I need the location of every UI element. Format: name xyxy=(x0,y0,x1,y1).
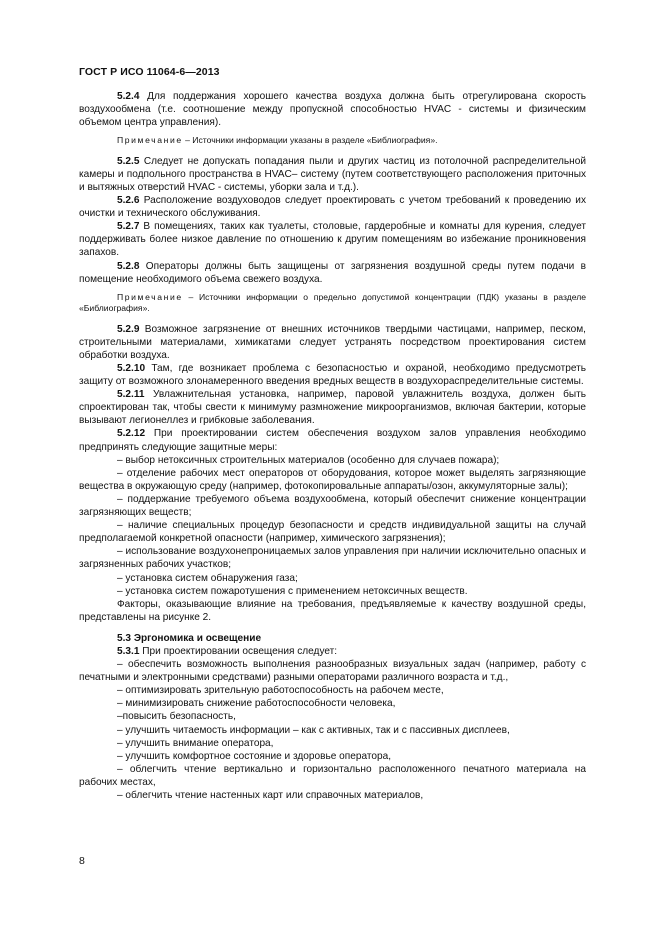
document-header: ГОСТ Р ИСО 11064-6—2013 xyxy=(79,66,220,78)
list-item: – выбор нетоксичных строительных материалов (особенно для случаев пожара); xyxy=(117,454,500,466)
list-item: – установка систем пожаротушения с применением нетоксичных веществ. xyxy=(117,585,468,597)
note-1: Примечание – Источники информации указаны в разделе «Библиография». xyxy=(117,135,438,146)
list-item: –повысить безопасность, xyxy=(117,711,236,723)
clause-5-3-1: 5.3.1 При проектировании освещения следует: xyxy=(117,645,338,657)
clause-5-2-4: 5.2.4 Для поддержания хорошего качества воздуха должна быть отрегулирована скорость воздухообмена (т.е. соотношение между пропускной способностью HVAC - системы и физическим объемом центра управления). xyxy=(79,91,586,129)
clause-5-2-12: 5.2.12 При проектировании систем обеспечения воздухом залов управления необходимо предпринять следующие защитные меры: xyxy=(79,428,586,453)
note-2: Примечание – Источники информации о предельно допустимой концентрации (ПДК) указаны в разделе «Библиография». xyxy=(79,291,586,314)
list-item: – улучшить читаемость информации – как с активных, так и с пассивных дисплеев, xyxy=(117,724,510,736)
list-item: – использование воздухонепроницаемых залов управления при наличии исключительно опасных и загрязненных рабочих участков; xyxy=(79,546,586,571)
clause-5-2-7: 5.2.7 В помещениях, таких как туалеты, столовые, гардеробные и комнаты для курения, следует поддерживать более низкое давление по отношению к другим помещениям во избежание проникновения запахов. xyxy=(79,221,586,259)
list-item: – отделение рабочих мест операторов от оборудования, которое может выделять загрязняющие вещества в окружающую среду (например, фотокопировальные аппараты/озон, аккумуляторные залы); xyxy=(79,467,586,492)
list-item: – облегчить чтение настенных карт или справочных материалов, xyxy=(117,790,424,801)
page-number: 8 xyxy=(79,855,85,867)
document-body xyxy=(79,90,586,802)
clause-5-2-5: 5.2.5 Следует не допускать попадания пыли и других частиц из потолочной распределительной камеры и подпольного пространства в HVAC– систему (путем соответствующего расположения приточных и вытяжных отверстий HVAC - системы, уборки зала и т.д.). xyxy=(79,155,586,193)
list-item: – облегчить чтение вертикально и горизонтально расположенного печатного материала на рабочих местах, xyxy=(79,763,586,788)
list-item: – минимизировать снижение работоспособности человека, xyxy=(117,698,396,710)
list-item: – оптимизировать зрительную работоспособность на рабочем месте, xyxy=(117,685,444,697)
list-item: – наличие специальных процедур безопасности и средств индивидуальной защиты на случай предполагаемой конкретной опасности (например, химического загрязнения); xyxy=(79,520,586,545)
paragraph-factors: Факторы, оказывающие влияние на требования, предъявляемые к качеству воздушной среды, представлены на рисунке 2. xyxy=(79,598,586,623)
clause-5-2-8: 5.2.8 Операторы должны быть защищены от загрязнения воздушной среды путем подачи в помещение необходимого объема свежего воздуха. xyxy=(79,260,586,285)
list-item: – улучшить комфортное состояние и здоровье оператора, xyxy=(117,750,391,762)
list-item: – обеспечить возможность выполнения разнообразных визуальных задач (например, работу с печатными и электронными средствами) разными операторами различного возраста и т.д., xyxy=(79,659,586,684)
section-heading-5-3: 5.3 Эргономика и освещение xyxy=(117,632,262,644)
list-item: – улучшить внимание оператора, xyxy=(117,737,274,749)
clause-5-2-6: 5.2.6 Расположение воздуховодов следует проектировать с учетом требований к проведению их очистки и технического обслуживания. xyxy=(79,195,586,220)
clause-5-2-9: 5.2.9 Возможное загрязнение от внешних источников твердыми частицами, например, песком, строительными материалами, химикатами следует устранять посредством проектирования систем обработки воздуха. xyxy=(79,323,586,361)
clause-5-2-10: 5.2.10 Там, где возникает проблема с безопасностью и охраной, необходимо предусмотреть защиту от возможного злонамеренного введения вредных веществ в воздухораспределительные системы. xyxy=(79,363,586,388)
clause-5-2-11: 5.2.11 Увлажнительная установка, например, паровой увлажнитель воздуха, должен быть спроектирован так, чтобы свести к минимуму размножение микроорганизмов, включая бактерии, которые вызывают легионеллез и грибковые заболевания. xyxy=(79,389,586,427)
list-item: – поддержание требуемого объема воздухообмена, который обеспечит снижение концентрации загрязняющих веществ; xyxy=(79,493,586,519)
list-item: – установка систем обнаружения газа; xyxy=(117,572,298,584)
